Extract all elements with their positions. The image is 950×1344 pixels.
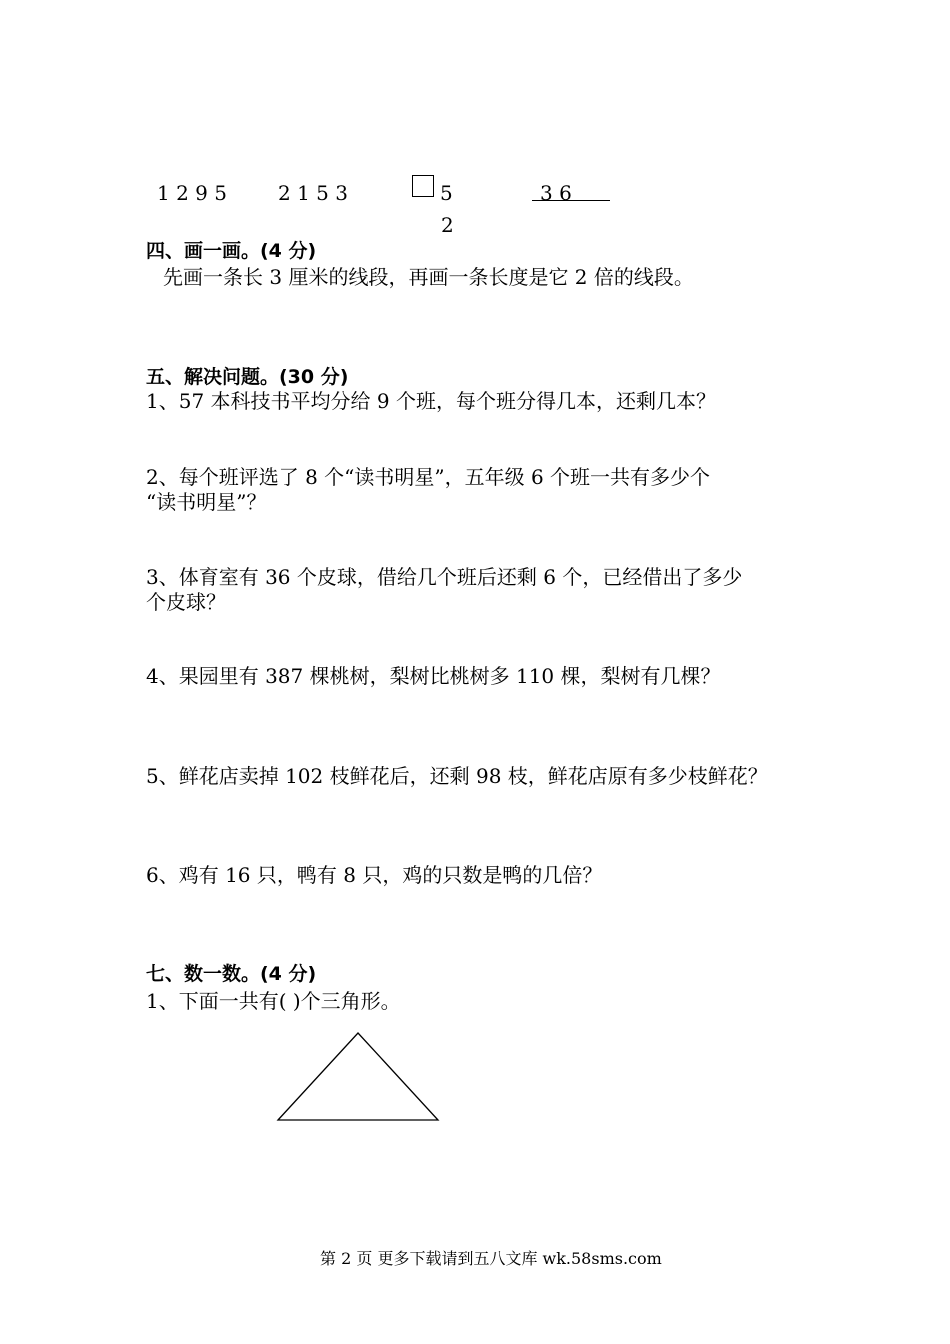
triangle-shape	[278, 1033, 438, 1120]
section-4-heading: 四、画一画。(4 分)	[146, 240, 317, 262]
section-7-question-1: 1、下面一共有( )个三角形。	[146, 989, 401, 1013]
answer-underline	[532, 200, 610, 201]
blank-box	[412, 175, 434, 197]
calc-box-digit: 5	[440, 181, 453, 205]
section-7-heading: 七、数一数。(4 分)	[146, 963, 317, 985]
question-2-line-1: 2、每个班评选了 8 个“读书明星”，五年级 6 个班一共有多少个	[146, 465, 711, 489]
calc-below-digit: 2	[441, 213, 454, 237]
question-1: 1、57 本科技书平均分给 9 个班，每个班分得几本，还剩几本？	[146, 389, 716, 413]
question-5: 5、鲜花店卖掉 102 枝鲜花后，还剩 98 枝，鲜花店原有多少枝鲜花？	[146, 764, 768, 788]
question-4: 4、果园里有 387 棵桃树，梨树比桃树多 110 棵，梨树有几棵？	[146, 664, 721, 688]
page-footer: 第 2 页 更多下载请到五八文库 wk.58sms.com	[320, 1249, 662, 1268]
section-4-text: 先画一条长 3 厘米的线段，再画一条长度是它 2 倍的线段。	[163, 265, 694, 289]
section-5-heading: 五、解决问题。(30 分)	[146, 366, 349, 388]
calc-number-2: 2 1 5 3	[278, 181, 348, 205]
question-2-line-2: “读书明星”？	[146, 490, 267, 514]
triangle-figure	[270, 1025, 450, 1130]
calc-number-4: 3 6	[540, 181, 572, 205]
question-6: 6、鸡有 16 只，鸭有 8 只，鸡的只数是鸭的几倍？	[146, 863, 603, 887]
question-3-line-1: 3、体育室有 36 个皮球，借给几个班后还剩 6 个，已经借出了多少	[146, 565, 743, 589]
calc-number-1: 1 2 9 5	[157, 181, 227, 205]
question-3-line-2: 个皮球？	[146, 590, 226, 614]
